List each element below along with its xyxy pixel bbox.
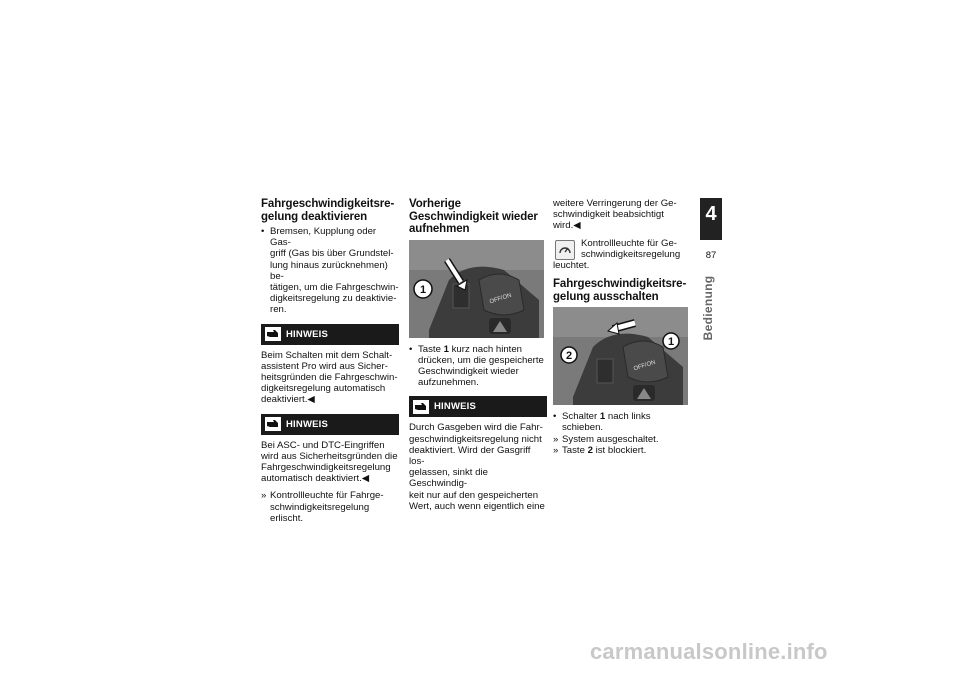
heading-wieder-aufnehmen: Vorherige Geschwindigkeit wieder aufnehmen bbox=[409, 198, 538, 235]
bullet-mark: • bbox=[553, 411, 557, 423]
notice-text: Bei ASC- und DTC-Eingriffen wird aus Sicherheitsgründen die Fahrgeschwindigkeitsregelung automatisch deaktiviert.◀ bbox=[261, 439, 398, 485]
notice-title: HINWEIS bbox=[434, 401, 477, 413]
result-mark: » bbox=[553, 433, 559, 445]
bullet-number: 1 bbox=[599, 411, 606, 423]
bullet-post: kurz nach hinten drücken, um die gespeicherte Geschwindigkeit wieder aufzunehmen. bbox=[418, 343, 544, 389]
result-mark: » bbox=[553, 444, 559, 456]
bullet-pre: Taste bbox=[418, 343, 444, 355]
notice-title: HINWEIS bbox=[286, 328, 329, 340]
indicator-note bbox=[553, 238, 691, 260]
notice-text: Beim Schalten mit dem Schalt- assistent Pro wird aus Sicher- heitsgründen die Fahrgeschwin- digkeitsregelung automatisch deaktiviert.◀ bbox=[261, 349, 398, 406]
column-2 bbox=[409, 198, 547, 512]
section-label: Bedienung bbox=[701, 275, 715, 341]
image-label-1: 1 bbox=[667, 336, 675, 349]
result-post: ist blockiert. bbox=[592, 444, 647, 456]
chapter-number: 4 bbox=[705, 203, 717, 225]
column-1 bbox=[261, 198, 399, 524]
image-label-2: 2 bbox=[565, 350, 573, 363]
notice-title: HINWEIS bbox=[286, 418, 329, 430]
result-pre: Taste bbox=[562, 444, 588, 456]
list-item bbox=[409, 344, 547, 389]
result-text: System ausgeschaltet. bbox=[562, 433, 659, 445]
bullet-number: 1 bbox=[443, 343, 449, 355]
notice-header bbox=[261, 414, 399, 435]
switch-illustration bbox=[409, 240, 544, 338]
column-3 bbox=[553, 198, 691, 456]
image-label: 1 bbox=[419, 283, 427, 296]
hand-pointing-icon bbox=[265, 327, 281, 341]
page-number: 87 bbox=[705, 250, 717, 261]
continued-text: weitere Verringerung der Ge- schwindigkeit beabsichtigt wird.◀ bbox=[553, 198, 677, 232]
switch-text: OFF/ON bbox=[488, 292, 513, 305]
result-text: Kontrollleuchte für Fahrge- schwindigkeitsregelung erlischt. bbox=[270, 490, 384, 524]
indicator-text: Kontrollleuchte für Ge- schwindigkeitsregelung bbox=[581, 237, 681, 260]
result-item bbox=[553, 434, 691, 445]
notice-text: Durch Gasgeben wird die Fahr- geschwindigkeitsregelung nicht deaktiviert. Wird der Gasgriff los- gelassen, sinkt die Geschwindig- keit nur auf den gespeicherten Wert, auch wenn eigentlich eine bbox=[409, 422, 545, 512]
bullet-post: nach links schieben. bbox=[562, 411, 651, 434]
bullet-pre: Schalter bbox=[562, 411, 600, 423]
result-number: 2 bbox=[587, 444, 593, 456]
handlebar-switch-image-1 bbox=[409, 240, 544, 338]
bullet-text: Bremsen, Kupplung oder Gas- griff (Gas bis über Grundstel- lung hinaus zurücknehmen) be- tätigen, um die Fahrgeschwin- digkeitsregelung zu deaktivie- ren. bbox=[270, 226, 399, 316]
hand-pointing-icon bbox=[413, 400, 429, 414]
result-mark: » bbox=[261, 490, 267, 502]
handlebar-switch-image-2 bbox=[553, 307, 688, 405]
hand-pointing-icon bbox=[265, 417, 281, 431]
notice-header bbox=[409, 396, 547, 417]
speedometer-cruise-icon bbox=[555, 240, 575, 260]
result-item bbox=[261, 490, 399, 524]
switch-text: OFF/ON bbox=[632, 359, 657, 373]
switch-illustration bbox=[553, 307, 688, 405]
result-item bbox=[553, 445, 691, 456]
indicator-tail: leuchtet. bbox=[553, 260, 590, 272]
list-item bbox=[261, 226, 399, 316]
heading-ausschalten: Fahrgeschwindigkeitsre- gelung ausschalten bbox=[553, 278, 687, 303]
heading-deaktivieren: Fahrgeschwindigkeitsre- gelung deaktivieren bbox=[261, 198, 395, 223]
bullet-mark: • bbox=[409, 343, 413, 355]
list-item bbox=[553, 411, 691, 433]
watermark: carmanualsonline.info bbox=[590, 639, 828, 664]
bullet-mark: • bbox=[261, 226, 265, 237]
notice-header bbox=[261, 324, 399, 345]
